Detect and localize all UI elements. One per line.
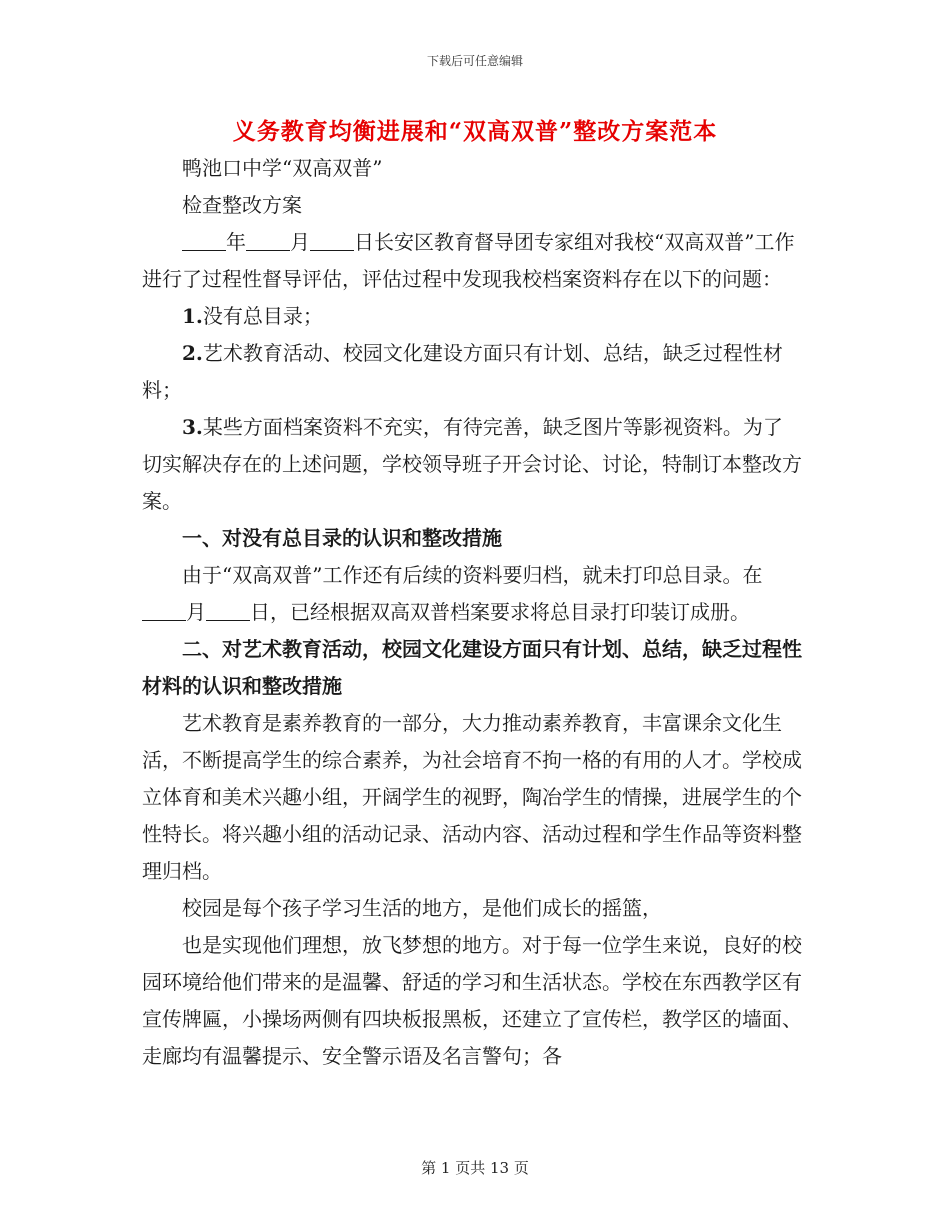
blank-field bbox=[310, 230, 354, 251]
list-text: 艺术教育活动、校园文化建设方面只有计划、总结，缺乏过程性材料； bbox=[142, 341, 783, 402]
blank-field bbox=[206, 600, 250, 621]
list-text: 某些方面档案资料不充实，有待完善，缺乏图片等影视资料。为了切实解决存在的上述问题，学校领导班子开会讨论、讨论，特制订本整改方案。 bbox=[142, 415, 802, 513]
list-number: 1. bbox=[182, 304, 203, 328]
document-title: 义务教育均衡进展和“双高双普”整改方案范本 bbox=[232, 118, 718, 145]
paragraph bbox=[142, 224, 802, 298]
list-item bbox=[142, 335, 802, 409]
paragraph: 鸭池口中学“双高双普” bbox=[182, 156, 383, 180]
list-item bbox=[142, 409, 802, 520]
section-heading: 一、对没有总目录的认识和整改措施 bbox=[182, 526, 502, 550]
paragraph bbox=[142, 557, 802, 631]
header-note: 下载后可任意编辑 bbox=[426, 54, 523, 68]
paragraph: 检查整改方案 bbox=[182, 193, 302, 217]
list-number: 2. bbox=[182, 341, 203, 365]
section-heading: 二、对艺术教育活动，校园文化建设方面只有计划、总结，缺乏过程性材料的认识和整改措施 bbox=[142, 637, 802, 698]
document-body bbox=[142, 150, 802, 1075]
page-footer: 第 1 页共 13 页 bbox=[421, 1159, 529, 1177]
paragraph-text: 月 bbox=[186, 600, 206, 624]
paragraph-text: 日长安区教育督导团专家组对我校“双高双普”工作进行了过程性督导评估，评估过程中发现我校档案资料存在以下的问题： bbox=[142, 230, 795, 291]
paragraph: 校园是每个孩子学习生活的地方，是他们成长的摇篮， bbox=[182, 896, 662, 920]
paragraph: 艺术教育是素养教育的一部分，大力推动素养教育，丰富课余文化生活，不断提高学生的综合素养，为社会培育不拘一格的有用的人才。学校成立体育和美术兴趣小组，开阔学生的视野，陶冶学生的情操，进展学生的个性特长。将兴趣小组的活动记录、活动内容、活动过程和学生作品等资料整理归档。 bbox=[142, 711, 802, 883]
list-text: 没有总目录； bbox=[202, 304, 323, 328]
blank-field bbox=[182, 230, 226, 251]
paragraph-text: 年 bbox=[226, 230, 246, 254]
paragraph-text: 月 bbox=[290, 230, 310, 254]
paragraph: 也是实现他们理想，放飞梦想的地方。对于每一位学生来说，良好的校园环境给他们带来的是温馨、舒适的学习和生活状态。学校在东西教学区有宣传牌匾，小操场两侧有四块板报黑板，还建立了宣传栏，教学区的墙面、走廊均有温馨提示、安全警示语及名言警句；各 bbox=[142, 933, 802, 1068]
list-item bbox=[142, 298, 802, 335]
paragraph-text: 由于“双高双普”工作还有后续的资料要归档，就未打印总目录。在 bbox=[182, 563, 763, 587]
list-number: 3. bbox=[182, 415, 203, 439]
blank-field bbox=[142, 600, 186, 621]
blank-field bbox=[246, 230, 290, 251]
paragraph-text: 日，已经根据双高双普档案要求将总目录打印装订成册。 bbox=[250, 600, 750, 624]
